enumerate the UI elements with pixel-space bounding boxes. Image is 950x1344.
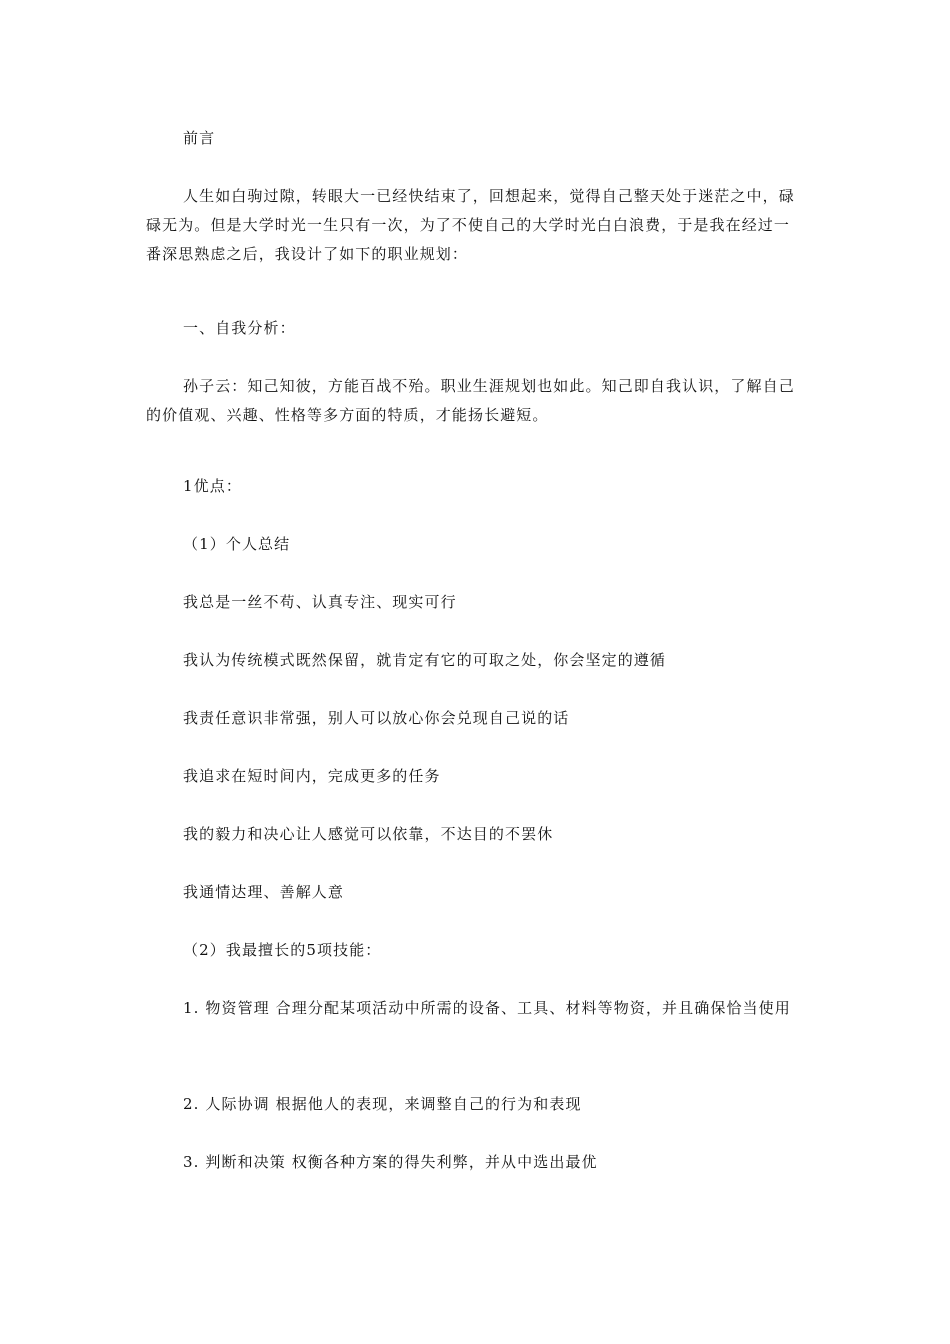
skill-item: 2. 人际协调 根据他人的表现，来调整自己的行为和表现 (183, 1095, 582, 1113)
summary-line: 我通情达理、善解人意 (183, 883, 345, 901)
summary-line: 我认为传统模式既然保留，就肯定有它的可取之处，你会坚定的遵循 (183, 651, 667, 669)
sunzi-paragraph: 孙子云：知己知彼，方能百战不殆。职业生涯规划也如此。知己即自我认识，了解自己的价值观、兴趣、性格等多方面的特质，才能扬长避短。 (146, 377, 795, 424)
section-heading-self-analysis: 一、自我分析： (183, 319, 296, 337)
intro-paragraph: 人生如白驹过隙，转眼大一已经快结束了，回想起来，觉得自己整天处于迷茫之中，碌碌无为。但是大学时光一生只有一次，为了不使自己的大学时光白白浪费，于是我在经过一番深思熟虑之后，我设计了如下的职业规划： (146, 187, 795, 263)
preface-heading: 前言 (183, 129, 216, 147)
subheading-strengths: 1优点： (183, 477, 242, 495)
subheading-personal-summary: （1）个人总结 (183, 535, 291, 553)
skill-item: 3. 判断和决策 权衡各种方案的得失利弊，并从中选出最优 (183, 1153, 598, 1171)
summary-line: 我责任意识非常强，别人可以放心你会兑现自己说的话 (183, 709, 570, 727)
summary-line: 我追求在短时间内，完成更多的任务 (183, 767, 441, 785)
summary-line: 我的毅力和决心让人感觉可以依靠，不达目的不罢休 (183, 825, 554, 843)
subheading-top-skills: （2）我最擅长的5项技能： (183, 941, 382, 959)
skill-item: 1. 物资管理 合理分配某项活动中所需的设备、工具、材料等物资，并且确保恰当使用 (183, 999, 791, 1017)
summary-line: 我总是一丝不苟、认真专注、现实可行 (183, 593, 457, 611)
